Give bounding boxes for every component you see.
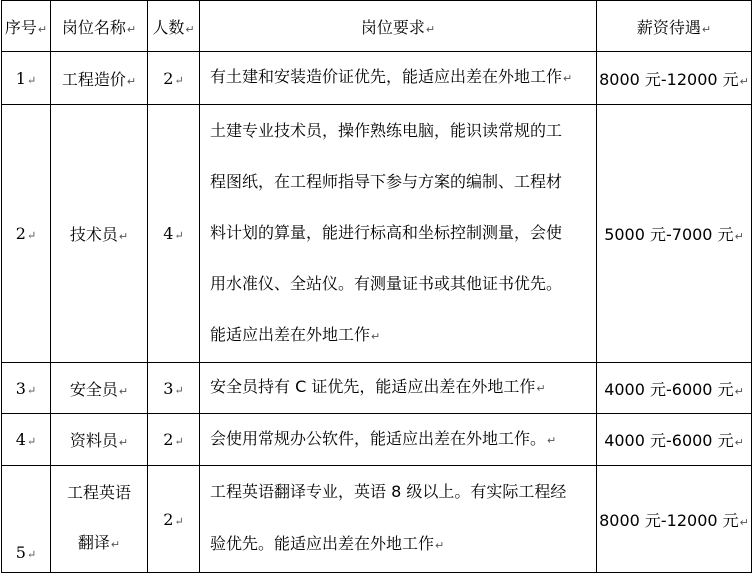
headcount: 2↵ (148, 414, 200, 466)
row-number: 1↵ (2, 52, 51, 105)
requirement-line: 料计划的算量，能进行标高和坐标控制测量，会使 (210, 223, 563, 242)
requirement-line: 验优先。能适应出差在外地工作↵ (210, 534, 445, 553)
table-header-row (2, 1, 752, 52)
row-number: 5↵ (2, 466, 51, 573)
headcount: 2↵ (148, 52, 200, 105)
header-cell-salary: 薪资待遇↵ (597, 1, 752, 52)
table-row (2, 363, 752, 414)
headcount: 4↵ (148, 105, 200, 363)
requirement-text: 会使用常规办公软件，能适应出差在外地工作。↵ (200, 414, 597, 466)
salary-text: 4000 元-6000 元↵ (597, 363, 752, 414)
row-number: 4↵ (2, 414, 51, 466)
header-cell-no: 序号↵ (2, 1, 51, 52)
position-name (51, 466, 148, 573)
requirement-text (200, 466, 597, 573)
salary-text: 5000 元-7000 元↵ (597, 105, 752, 363)
position-line: 工程英语 (66, 483, 131, 502)
row-number: 3↵ (2, 363, 51, 414)
requirement-text (200, 105, 597, 363)
table-row (2, 105, 752, 363)
position-line: 翻译↵ (77, 533, 121, 552)
position-name: 安全员↵ (51, 363, 148, 414)
table-row (2, 52, 752, 105)
position-name: 技术员↵ (51, 105, 148, 363)
position-name: 资料员↵ (51, 414, 148, 466)
table-row (2, 414, 752, 466)
requirement-line: 程图纸，在工程师指导下参与方案的编制、工程材 (210, 172, 563, 191)
row-number: 2↵ (2, 105, 51, 363)
requirement-line: 工程英语翻译专业，英语 8 级以上。有实际工程经 (210, 482, 567, 501)
headcount: 3↵ (148, 363, 200, 414)
position-name: 工程造价↵ (51, 52, 148, 105)
salary-text: 8000 元-12000 元↵ (597, 466, 752, 573)
headcount: 2↵ (148, 466, 200, 573)
requirement-line: 能适应出差在外地工作↵ (210, 325, 381, 344)
header-cell-requirement: 岗位要求↵ (200, 1, 597, 52)
table-row (2, 466, 752, 573)
requirement-text: 安全员持有 C 证优先，能适应出差在外地工作↵ (200, 363, 597, 414)
salary-text: 4000 元-6000 元↵ (597, 414, 752, 466)
header-cell-count: 人数↵ (148, 1, 200, 52)
salary-text: 8000 元-12000 元↵ (597, 52, 752, 105)
requirement-line: 土建专业技术员，操作熟练电脑，能识读常规的工 (210, 121, 563, 140)
requirement-line: 用水准仪、全站仪。有测量证书或其他证书优先。 (210, 274, 563, 293)
requirement-text: 有土建和安装造价证优先，能适应出差在外地工作↵ (200, 52, 597, 105)
recruitment-table (1, 0, 752, 573)
header-cell-position: 岗位名称↵ (51, 1, 148, 52)
